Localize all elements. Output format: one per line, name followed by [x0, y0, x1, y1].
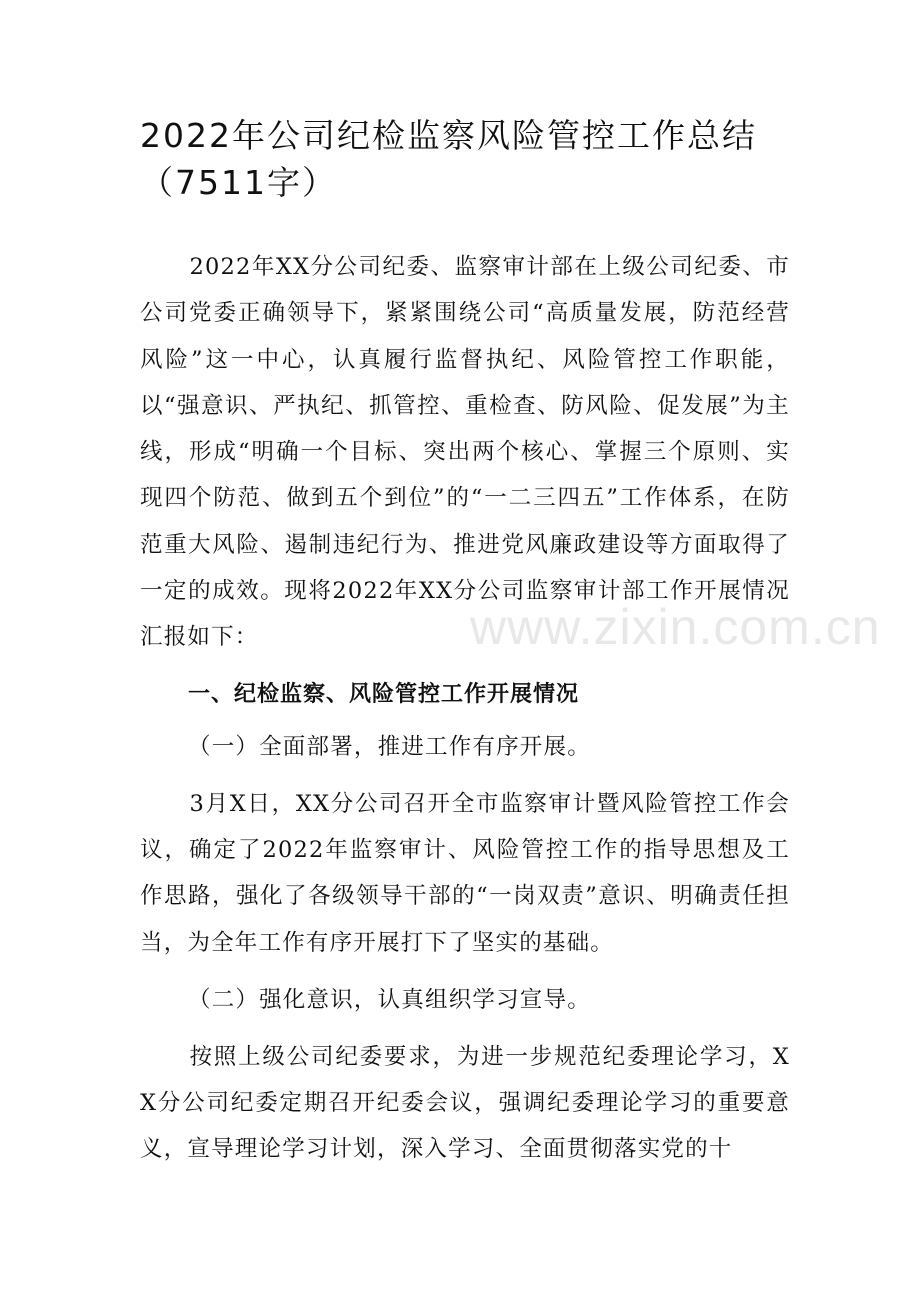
document-body [140, 244, 790, 1173]
subsection-paragraph: 按照上级公司纪委要求，为进一步规范纪委理论学习，XX分公司纪委定期召开纪委会议，强调纪委理论学习的重要意义，宣导理论学习计划，深入学习、全面贯彻落实党的十 [140, 1043, 790, 1163]
document-title: 2022年公司纪检监察风险管控工作总结（7511字） [140, 116, 757, 202]
subsection-paragraph: 3月X日，XX分公司召开全市监察审计暨风险管控工作会议，确定了2022年监察审计、风险管控工作的指导思想及工作思路，强化了各级领导干部的“一岗双责”意识、明确责任担当，为全年工作有序开展打下了坚实的基础。 [140, 790, 790, 956]
subsection-heading: （一）全面部署，推进工作有序开展。 [188, 733, 591, 760]
subsection-heading: （二）强化意识，认真组织学习宣导。 [188, 986, 591, 1013]
intro-paragraph: 2022年XX分公司纪委、监察审计部在上级公司纪委、市公司党委正确领导下，紧紧围绕公司“高质量发展，防范经营风险”这一中心，认真履行监督执纪、风险管控工作职能，以“强意识、严执纪、抓管控、重检查、防风险、促发展”为主线，形成“明确一个目标、突出两个核心、掌握三个原则、实现四个防范、做到五个到位”的“一二三四五”工作体系，在防范重大风险、遏制违纪行为、推进党风廉政建设等方面取得了一定的成效。现将2022年XX分公司监察审计部工作开展情况汇报如下： [140, 254, 790, 651]
section-heading: 一、纪检监察、风险管控工作开展情况 [188, 681, 580, 707]
watermark-text: www.zixin.com.cn [470, 599, 881, 655]
